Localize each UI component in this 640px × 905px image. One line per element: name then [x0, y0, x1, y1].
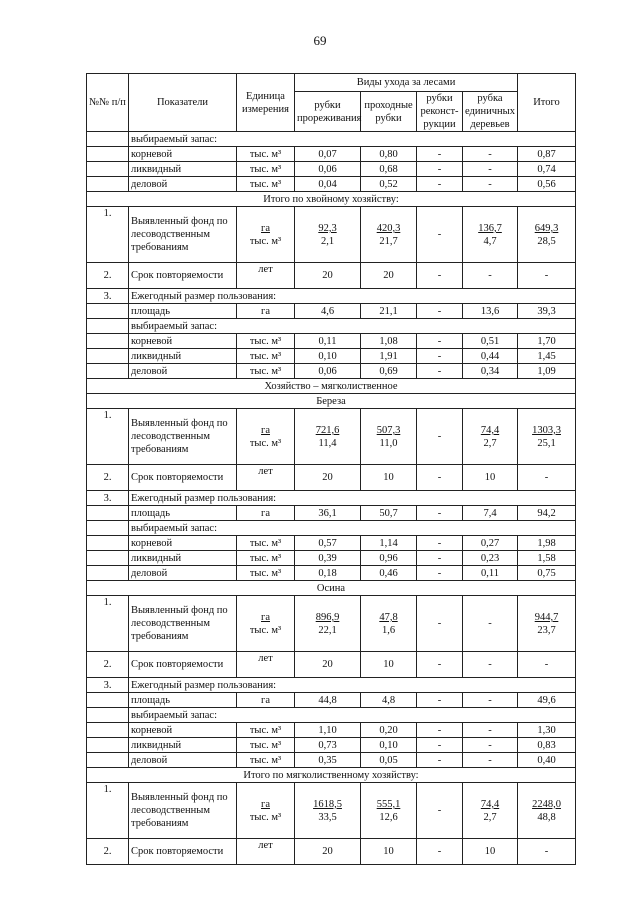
row-unit: тыс. м³ [237, 334, 295, 349]
row-value: 4,8 [361, 693, 417, 708]
row-value: 20 [295, 652, 361, 678]
row-number [87, 521, 129, 536]
row-indicator: деловой [129, 177, 237, 192]
row-value [361, 409, 417, 465]
row-number [87, 177, 129, 192]
value-volume: 12,6 [379, 811, 398, 823]
value-area: - [437, 431, 442, 443]
table-row [87, 738, 576, 753]
row-indicator: Срок повторяемости [129, 652, 237, 678]
row-indicator: Выявленный фонд по лесоводственным требованиям [129, 207, 237, 263]
row-value [518, 409, 576, 465]
unit-area: га [261, 611, 270, 623]
table-row [87, 349, 576, 364]
table-row [87, 491, 576, 506]
row-unit: тыс. м³ [237, 177, 295, 192]
row-indicator: деловой [129, 753, 237, 768]
row-label: Ежегодный размер пользования: [129, 491, 576, 506]
row-value: 0,52 [361, 177, 417, 192]
row-value [295, 207, 361, 263]
row-value: 0,06 [295, 364, 361, 379]
row-value [417, 596, 463, 652]
row-indicator: деловой [129, 566, 237, 581]
row-value: 10 [463, 465, 518, 491]
table-row [87, 319, 576, 334]
row-unit: тыс. м³ [237, 738, 295, 753]
value-volume: 2,7 [483, 811, 497, 823]
row-number [87, 723, 129, 738]
section-heading: Итого по мягколиственному хозяйству: [87, 768, 576, 783]
row-value: - [417, 738, 463, 753]
row-number: 1. [87, 409, 129, 465]
row-value: 0,11 [463, 566, 518, 581]
row-number [87, 319, 129, 334]
row-value: 21,1 [361, 304, 417, 319]
row-value: 0,73 [295, 738, 361, 753]
section-heading: Итого по хвойному хозяйству: [87, 192, 576, 207]
row-value: - [518, 652, 576, 678]
table-row [87, 708, 576, 723]
row-value: 1,14 [361, 536, 417, 551]
row-value: 0,06 [295, 162, 361, 177]
row-value: 1,09 [518, 364, 576, 379]
row-label: выбираемый запас: [129, 708, 576, 723]
value-area: 47,8 [379, 611, 398, 623]
unit-area: га [261, 424, 270, 436]
col-header-total: Итого [518, 74, 576, 132]
value-volume: 11,4 [318, 437, 337, 449]
row-value: - [417, 147, 463, 162]
row-value: 0,96 [361, 551, 417, 566]
row-value: 10 [361, 839, 417, 865]
row-value: - [463, 177, 518, 192]
value-area: - [437, 618, 442, 630]
row-value: 0,46 [361, 566, 417, 581]
row-number [87, 334, 129, 349]
row-value: 0,10 [295, 349, 361, 364]
row-number: 2. [87, 839, 129, 865]
row-indicator: площадь [129, 693, 237, 708]
row-value: 1,58 [518, 551, 576, 566]
table-row [87, 289, 576, 304]
row-value: - [417, 566, 463, 581]
row-value: 0,35 [295, 753, 361, 768]
row-value: - [417, 753, 463, 768]
row-value: 44,8 [295, 693, 361, 708]
row-value: 0,40 [518, 753, 576, 768]
row-value: - [417, 839, 463, 865]
row-value: 1,10 [295, 723, 361, 738]
table-row [87, 566, 576, 581]
table-row [87, 753, 576, 768]
row-value: 0,83 [518, 738, 576, 753]
unit-volume: тыс. м³ [249, 811, 282, 823]
row-number [87, 753, 129, 768]
row-indicator: ликвидный [129, 162, 237, 177]
row-number: 3. [87, 678, 129, 693]
table-row [87, 536, 576, 551]
row-indicator: Срок повторяемости [129, 839, 237, 865]
row-value: 0,23 [463, 551, 518, 566]
table-row [87, 506, 576, 521]
value-area: 92,3 [318, 222, 337, 234]
col-header-num: №№ п/п [87, 74, 129, 132]
value-area: 944,7 [534, 611, 559, 623]
row-value [463, 596, 518, 652]
row-value: 7,4 [463, 506, 518, 521]
row-number [87, 708, 129, 723]
table-row [87, 521, 576, 536]
row-value: 0,69 [361, 364, 417, 379]
value-volume: 33,5 [318, 811, 337, 823]
row-value: 10 [463, 839, 518, 865]
table-row [87, 596, 576, 652]
row-value [361, 596, 417, 652]
row-unit [237, 783, 295, 839]
row-indicator: площадь [129, 506, 237, 521]
value-area: 136,7 [478, 222, 502, 234]
row-value [518, 207, 576, 263]
row-value [295, 783, 361, 839]
row-number: 3. [87, 289, 129, 304]
row-unit: тыс. м³ [237, 162, 295, 177]
row-indicator: Выявленный фонд по лесоводственным требованиям [129, 409, 237, 465]
row-value: 0,10 [361, 738, 417, 753]
row-number [87, 132, 129, 147]
row-indicator: Выявленный фонд по лесоводственным требованиям [129, 596, 237, 652]
row-number [87, 506, 129, 521]
row-value: 39,3 [518, 304, 576, 319]
unit-area: га [261, 222, 270, 234]
row-value: 1,70 [518, 334, 576, 349]
row-indicator: площадь [129, 304, 237, 319]
row-indicator: корневой [129, 723, 237, 738]
row-value: - [417, 263, 463, 289]
row-value: - [417, 536, 463, 551]
row-value: - [417, 177, 463, 192]
row-value: 0,74 [518, 162, 576, 177]
row-unit: тыс. м³ [237, 753, 295, 768]
table-row [87, 147, 576, 162]
table-row [87, 783, 576, 839]
row-number: 1. [87, 596, 129, 652]
row-label: выбираемый запас: [129, 319, 576, 334]
col-header-passage: проходные рубки [361, 92, 417, 132]
table-row [87, 678, 576, 693]
row-indicator: ликвидный [129, 551, 237, 566]
row-value: 0,56 [518, 177, 576, 192]
row-unit: тыс. м³ [237, 536, 295, 551]
value-volume: 23,7 [537, 624, 556, 636]
row-unit: га [237, 304, 295, 319]
row-value: - [463, 738, 518, 753]
row-number [87, 364, 129, 379]
col-header-single-trees: рубка единичных деревьев [463, 92, 518, 132]
row-unit: га [237, 506, 295, 521]
row-value: 1,98 [518, 536, 576, 551]
row-value: - [417, 334, 463, 349]
value-area: 1618,5 [313, 798, 342, 810]
row-value: - [463, 263, 518, 289]
row-number: 2. [87, 652, 129, 678]
row-value: - [417, 304, 463, 319]
row-unit: тыс. м³ [237, 723, 295, 738]
row-indicator: Срок повторяемости [129, 263, 237, 289]
table-row [87, 465, 576, 491]
table-row [87, 263, 576, 289]
section-heading: Осина [87, 581, 576, 596]
unit-volume: тыс. м³ [249, 235, 282, 247]
row-unit [237, 409, 295, 465]
row-value [295, 409, 361, 465]
row-value: - [463, 693, 518, 708]
section-heading: Хозяйство – мягколиственное [87, 379, 576, 394]
table-row [87, 768, 576, 783]
row-value: 49,6 [518, 693, 576, 708]
col-header-types: Виды ухода за лесами [295, 74, 518, 92]
row-indicator: корневой [129, 147, 237, 162]
row-value: 0,39 [295, 551, 361, 566]
row-value: - [417, 364, 463, 379]
row-value: 0,34 [463, 364, 518, 379]
value-volume: 2,7 [483, 437, 497, 449]
col-header-reconstruction: рубки реконст-рукции [417, 92, 463, 132]
row-unit [237, 596, 295, 652]
row-unit: лет [237, 839, 295, 865]
value-volume: 21,7 [379, 235, 398, 247]
row-label: Ежегодный размер пользования: [129, 289, 576, 304]
row-value: 0,51 [463, 334, 518, 349]
row-value: 1,08 [361, 334, 417, 349]
row-number [87, 738, 129, 753]
row-value: - [518, 839, 576, 865]
table-row [87, 379, 576, 394]
row-number [87, 349, 129, 364]
table-row [87, 551, 576, 566]
row-value: 0,11 [295, 334, 361, 349]
value-area: 555,1 [376, 798, 401, 810]
row-indicator: Выявленный фонд по лесоводственным требованиям [129, 783, 237, 839]
row-value [518, 596, 576, 652]
row-number [87, 536, 129, 551]
row-unit: лет [237, 263, 295, 289]
unit-volume: тыс. м³ [249, 624, 282, 636]
table-row [87, 581, 576, 596]
row-number: 3. [87, 491, 129, 506]
value-area: - [437, 805, 442, 817]
row-value: 0,57 [295, 536, 361, 551]
col-header-unit: Единица измерения [237, 74, 295, 132]
table-row [87, 162, 576, 177]
value-volume: 1,6 [381, 624, 396, 636]
value-volume: 2,1 [320, 235, 335, 247]
row-unit: тыс. м³ [237, 147, 295, 162]
row-value: 20 [295, 839, 361, 865]
row-value: 0,18 [295, 566, 361, 581]
row-value: 10 [361, 465, 417, 491]
row-value [417, 207, 463, 263]
unit-area: га [261, 798, 270, 810]
value-volume: 28,5 [537, 235, 556, 247]
row-unit [237, 207, 295, 263]
row-value: - [463, 652, 518, 678]
row-value: 0,80 [361, 147, 417, 162]
row-value: 4,6 [295, 304, 361, 319]
table-row [87, 207, 576, 263]
col-header-indicator: Показатели [129, 74, 237, 132]
row-number [87, 304, 129, 319]
table-row [87, 394, 576, 409]
table-row [87, 364, 576, 379]
value-area: 507,3 [376, 424, 401, 436]
row-label: Ежегодный размер пользования: [129, 678, 576, 693]
row-value [463, 783, 518, 839]
value-area: 74,4 [480, 798, 500, 810]
row-value: 20 [295, 465, 361, 491]
row-unit: лет [237, 465, 295, 491]
row-value: 50,7 [361, 506, 417, 521]
row-value: - [463, 147, 518, 162]
row-value [361, 207, 417, 263]
table-row [87, 177, 576, 192]
row-value: 20 [361, 263, 417, 289]
row-indicator: Срок повторяемости [129, 465, 237, 491]
row-value: 1,45 [518, 349, 576, 364]
row-value [463, 409, 518, 465]
row-value: 0,68 [361, 162, 417, 177]
row-value: - [417, 162, 463, 177]
row-value: 0,87 [518, 147, 576, 162]
row-number [87, 162, 129, 177]
table-row [87, 693, 576, 708]
row-value: - [417, 652, 463, 678]
row-value: 10 [361, 652, 417, 678]
row-value: - [417, 723, 463, 738]
value-area: - [488, 618, 492, 630]
row-value [417, 409, 463, 465]
forest-care-table [86, 73, 576, 865]
value-area: 2248,0 [532, 798, 561, 810]
row-value: 0,04 [295, 177, 361, 192]
row-unit: лет [237, 652, 295, 678]
row-value: - [463, 723, 518, 738]
row-value [518, 783, 576, 839]
table-row [87, 132, 576, 147]
page-number: 69 [313, 33, 327, 48]
row-value: 1,91 [361, 349, 417, 364]
row-unit: тыс. м³ [237, 566, 295, 581]
row-value: - [417, 693, 463, 708]
col-header-thinning: рубки прореживания [295, 92, 361, 132]
value-volume: 25,1 [537, 437, 556, 449]
table-row [87, 652, 576, 678]
row-label: выбираемый запас: [129, 521, 576, 536]
row-indicator: корневой [129, 334, 237, 349]
value-volume: 48,8 [537, 811, 556, 823]
table-row [87, 839, 576, 865]
row-label: выбираемый запас: [129, 132, 576, 147]
row-value: - [417, 349, 463, 364]
value-volume: 11,0 [379, 437, 398, 449]
row-value [295, 596, 361, 652]
row-value: 0,05 [361, 753, 417, 768]
value-volume: 4,7 [483, 235, 497, 247]
value-area: 420,3 [376, 222, 401, 234]
value-volume: 22,1 [318, 624, 337, 636]
row-indicator: ликвидный [129, 738, 237, 753]
value-area: 896,9 [315, 611, 340, 623]
value-area: 74,4 [480, 424, 500, 436]
row-value: - [463, 162, 518, 177]
row-indicator: корневой [129, 536, 237, 551]
row-unit: тыс. м³ [237, 349, 295, 364]
row-value: 13,6 [463, 304, 518, 319]
row-value: 1,30 [518, 723, 576, 738]
row-value: 0,44 [463, 349, 518, 364]
value-area: 721,6 [315, 424, 340, 436]
value-area: - [437, 229, 442, 241]
row-number [87, 147, 129, 162]
row-value: - [463, 753, 518, 768]
row-number: 2. [87, 263, 129, 289]
row-indicator: деловой [129, 364, 237, 379]
table-row [87, 409, 576, 465]
row-number [87, 566, 129, 581]
row-value: 94,2 [518, 506, 576, 521]
unit-volume: тыс. м³ [249, 437, 282, 449]
row-unit: тыс. м³ [237, 551, 295, 566]
row-value: - [417, 506, 463, 521]
table-row [87, 723, 576, 738]
table-row [87, 304, 576, 319]
row-number: 1. [87, 207, 129, 263]
row-number: 1. [87, 783, 129, 839]
row-number: 2. [87, 465, 129, 491]
row-number [87, 693, 129, 708]
row-value: 0,07 [295, 147, 361, 162]
section-heading: Береза [87, 394, 576, 409]
row-value: - [518, 465, 576, 491]
row-value [417, 783, 463, 839]
table-row [87, 334, 576, 349]
row-value: 36,1 [295, 506, 361, 521]
row-value: 20 [295, 263, 361, 289]
row-indicator: ликвидный [129, 349, 237, 364]
row-unit: га [237, 693, 295, 708]
row-number [87, 551, 129, 566]
row-value: - [518, 263, 576, 289]
row-value [361, 783, 417, 839]
row-value: - [417, 465, 463, 491]
table-row [87, 192, 576, 207]
row-value [463, 207, 518, 263]
row-value: 0,20 [361, 723, 417, 738]
value-area: 649,3 [534, 222, 559, 234]
row-unit: тыс. м³ [237, 364, 295, 379]
row-value: 0,75 [518, 566, 576, 581]
value-area: 1303,3 [532, 424, 561, 436]
row-value: 0,27 [463, 536, 518, 551]
row-value: - [417, 551, 463, 566]
